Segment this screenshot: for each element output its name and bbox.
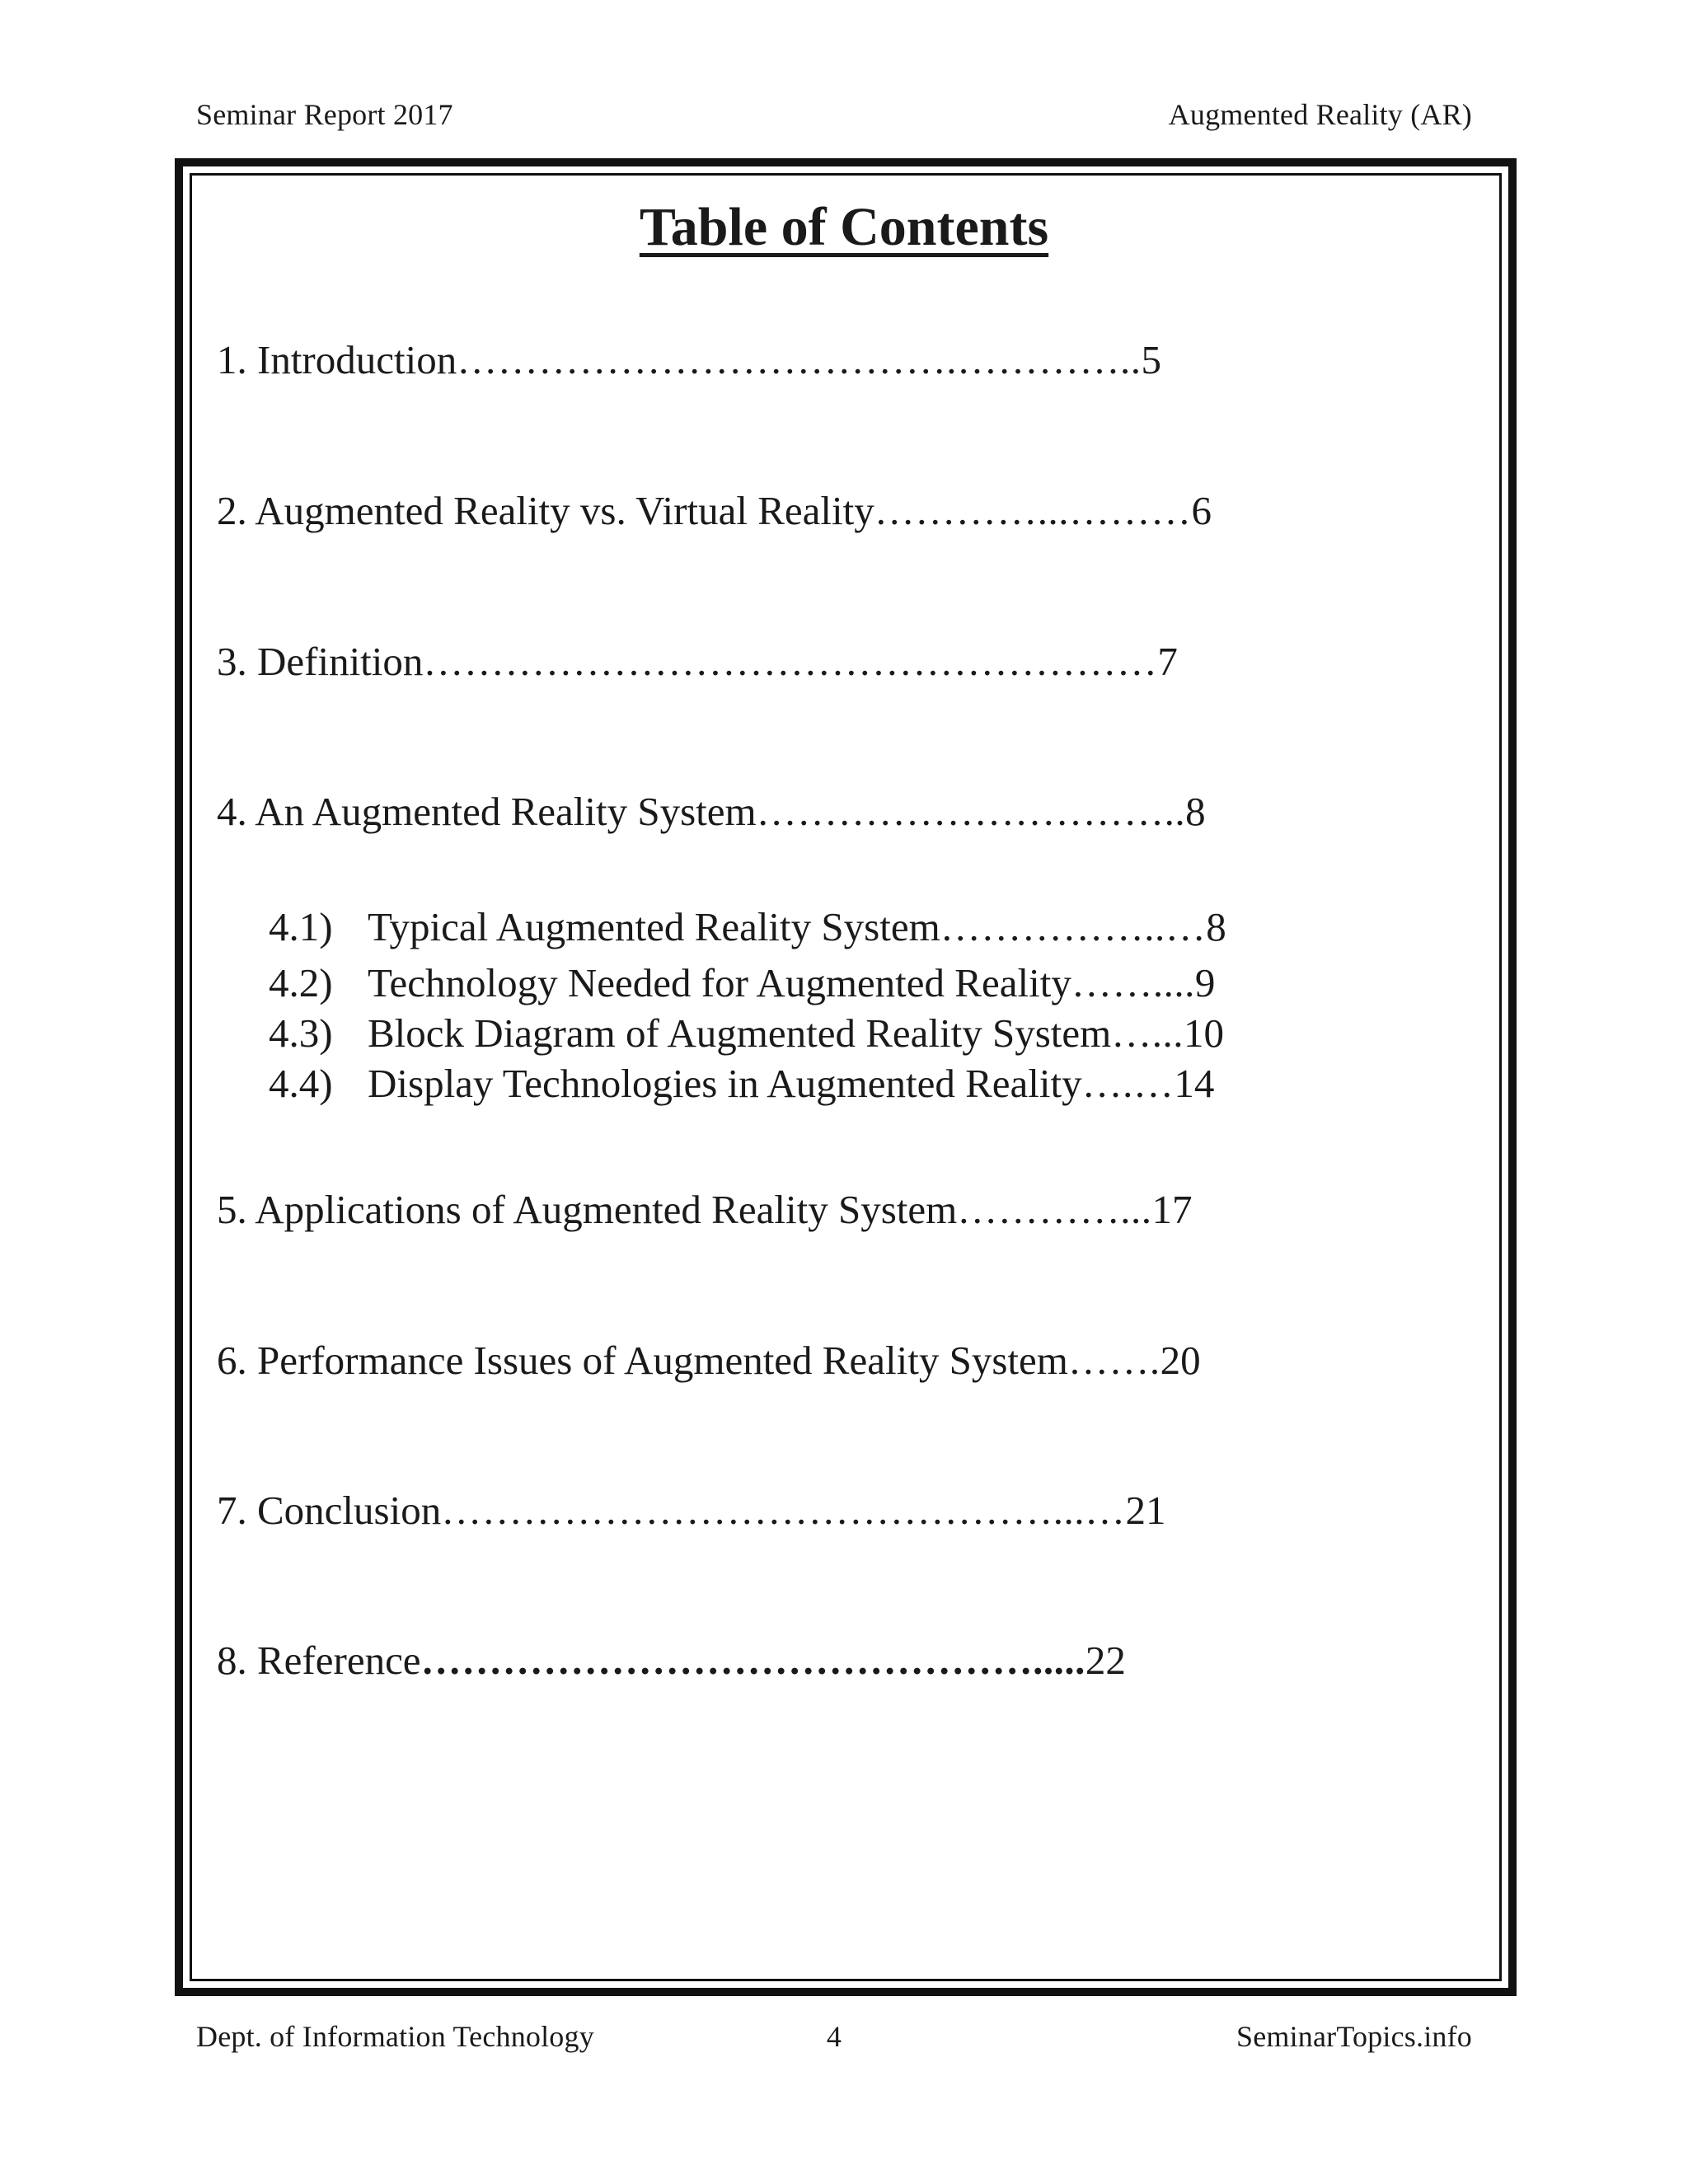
toc-entry-label: Technology Needed for Augmented Reality bbox=[368, 960, 1071, 1005]
page-footer bbox=[196, 2019, 1472, 2054]
page-header bbox=[196, 97, 1472, 132]
toc-subentry-block-diagram[interactable] bbox=[269, 1010, 1340, 1056]
toc-entry-label: 5. Applications of Augmented Reality System bbox=[217, 1187, 958, 1232]
toc-page-number: 9 bbox=[1194, 960, 1216, 1005]
toc-leader-dots: ……………………………….………….. bbox=[457, 337, 1142, 382]
toc-title: Table of Contents bbox=[639, 197, 1049, 257]
toc-subentry-number: 4.2) bbox=[269, 960, 333, 1005]
toc-entry-introduction[interactable] bbox=[217, 337, 1288, 382]
toc-page-number: 6 bbox=[1191, 488, 1212, 533]
toc-leader-dots: …………... bbox=[957, 1187, 1152, 1232]
toc-entry-definition[interactable] bbox=[217, 641, 1288, 682]
toc-entry-label: 7. Conclusion bbox=[217, 1488, 442, 1533]
toc-leader-dots: ….… bbox=[1081, 1061, 1175, 1106]
toc-entry-performance-issues[interactable] bbox=[217, 1338, 1288, 1383]
toc-page-number: 21 bbox=[1125, 1488, 1166, 1533]
toc-page-number: 8 bbox=[1206, 904, 1226, 949]
footer-website: SeminarTopics.info bbox=[1236, 2020, 1472, 2053]
toc-leader-dots: ………………………………………...… bbox=[441, 1488, 1126, 1533]
toc-page-number: 22 bbox=[1085, 1638, 1126, 1683]
toc-entry-ar-vs-vr[interactable] bbox=[217, 490, 1288, 531]
toc-leader-dots: …….... bbox=[1071, 960, 1195, 1005]
toc-page-number: 10 bbox=[1184, 1010, 1225, 1056]
toc-entry-label: Display Technologies in Augmented Reality bbox=[368, 1061, 1082, 1106]
header-topic: Augmented Reality (AR) bbox=[1168, 98, 1472, 131]
toc-subentry-number: 4.4) bbox=[269, 1061, 333, 1106]
toc-subentry-number: 4.3) bbox=[269, 1010, 333, 1056]
toc-subentry-typical-ar-system[interactable] bbox=[269, 904, 1340, 949]
toc-leader-dots: ……………………………………………… bbox=[423, 639, 1158, 684]
toc-page-number: 5 bbox=[1141, 337, 1161, 382]
toc-entry-label: Block Diagram of Augmented Reality System bbox=[368, 1010, 1112, 1056]
toc-entry-reference[interactable] bbox=[217, 1638, 1288, 1683]
toc-entry-label: 8. Reference bbox=[217, 1638, 421, 1683]
toc-subentry-technology-needed[interactable] bbox=[269, 960, 1340, 1005]
toc-page-number: 7 bbox=[1157, 639, 1178, 684]
toc-entry-ar-system[interactable] bbox=[217, 791, 1288, 832]
toc-leader-dots: ……………..… bbox=[940, 904, 1207, 949]
toc-entry-label: 6. Performance Issues of Augmented Reality System bbox=[217, 1338, 1068, 1383]
toc-leader-dots: …... bbox=[1111, 1010, 1184, 1056]
footer-page-number: 4 bbox=[826, 2020, 842, 2053]
footer-department: Dept. of Information Technology bbox=[196, 2020, 594, 2053]
header-report-title: Seminar Report 2017 bbox=[196, 98, 453, 131]
toc-entry-label: 2. Augmented Reality vs. Virtual Reality bbox=[217, 488, 874, 533]
toc-entry-conclusion[interactable] bbox=[217, 1488, 1288, 1533]
toc-entry-label: Typical Augmented Reality System bbox=[368, 904, 940, 949]
toc-leader-dots: ……. bbox=[1067, 1338, 1160, 1383]
toc-leader-dots: ………………………………………..... bbox=[420, 1638, 1085, 1683]
toc-entry-label: 1. Introduction bbox=[217, 337, 457, 382]
toc-entry-applications[interactable] bbox=[217, 1189, 1288, 1230]
toc-leader-dots: …………...……… bbox=[874, 488, 1192, 533]
toc-subentry-number: 4.1) bbox=[269, 904, 333, 949]
toc-entry-label: 4. An Augmented Reality System bbox=[217, 789, 757, 834]
toc-leader-dots: ………………………….. bbox=[756, 789, 1186, 834]
toc-entry-label: 3. Definition bbox=[217, 639, 424, 684]
toc-page-number: 20 bbox=[1160, 1338, 1201, 1383]
toc-page-number: 14 bbox=[1174, 1061, 1215, 1106]
toc-page-number: 8 bbox=[1185, 789, 1206, 834]
toc-page-number: 17 bbox=[1151, 1187, 1193, 1232]
toc-subentry-display-technologies[interactable] bbox=[269, 1063, 1340, 1104]
